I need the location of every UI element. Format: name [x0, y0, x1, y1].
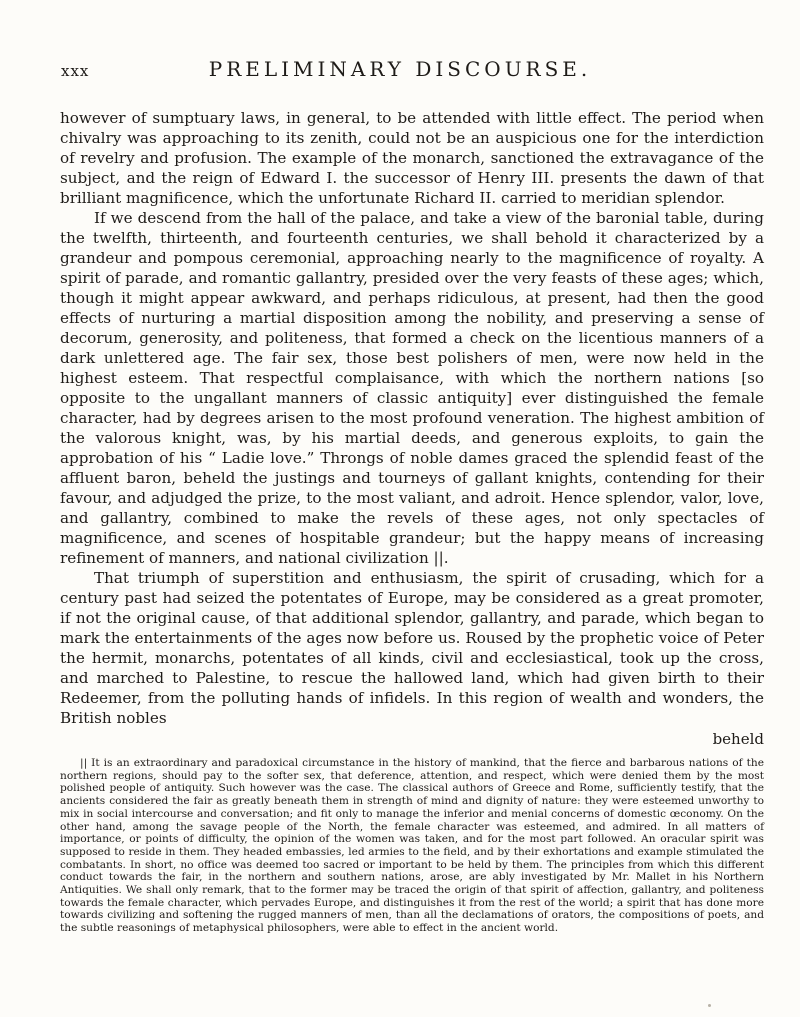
footnote — [60, 757, 764, 935]
footnote-paragraph — [60, 757, 764, 935]
main-text — [60, 108, 764, 728]
catchword: beheld — [712, 730, 764, 748]
paragraph-1: however of sumptuary laws, in general, to be attended with little effect. The period when chivalry was approaching to its zenith, could not be an auspicious one for the interdiction of revelry and profusion. The example of the monarch, sanctioned the extravagance of the subject, and the reign of Edward I. the successor of Henry III. presents the dawn of that brilliant magnificence, which the unfortunate Richard II. carried to meridian splendor. — [60, 109, 764, 207]
paragraph-2: If we descend from the hall of the palace, and take a view of the baronial table, during the twelfth, thirteenth, and fourteenth centuries, we shall behold it characterized by a grandeur and pompous ceremonial, approaching nearly to the magnificence of royalty. A spirit of parade, and romantic gallantry, presided over the very feasts of these ages; which, though it might appear awkward, and perhaps ridiculous, at present, had then the good effects of nurturing a martial disposition among the nobility, and preserving a sense of decorum, generosity, and politeness, that formed a check on the licentious manners of a dark unlettered age. The fair sex, those best polishers of men, were now held in the highest esteem. That respectful complaisance, with which the northern nations [so opposite to the ungallant manners of classic antiquity] ever distinguished the female character, had by degrees arisen to the most profound veneration. The highest ambition of the valorous knight, was, by his martial deeds, and generous exploits, to gain the approbation of his “ Ladie love.” Throngs of noble dames graced the splendid feast of the affluent baron, beheld the justings and tourneys of gallant knights, contending for their favour, and adjudged the prize, to the most valiant, and adroit. Hence splendor, valor, love, and gallantry, combined to make the revels of these ages, not only spectacles of magnificence, and scenes of hospitable grandeur; but the happy means of increasing refinement of manners, and national civilization ||. — [60, 209, 764, 567]
footnote-text: It is an extraordinary and paradoxical circumstance in the history of mankind, that the fierce and barbarous nations of the northern regions, should pay to the softer sex, that deference, attention, and respect, which were denied them by the most polished people of antiquity. Such however was the case. The classical authors of Greece and Rome, sufficiently testify, that the ancients considered the fair as greatly beneath them in strength of mind and dignity of nature: they were esteemed unworthy to mix in social intercourse and conversation; and fit only to manage the inferior and menial concerns of domestic œconomy. On the other hand, among the savage people of the North, the female character was esteemed, and admired. In all matters of importance, or points of difficulty, the opinion of the women was taken, and for the most part followed. An oracular spirit was supposed to reside in them. They headed embassies, led armies to the field, and by their exhortations and example stimulated the combatants. In short, no office was deemed too sacred or important to be held by them. The principles from which this different conduct towards the fair, in the northern and southern nations, arose, are ably investigated by Mr. Mallet in his Northern Antiquities. We shall only remark, that to the former may be traced the origin of that spirit of affection, gallantry, and politeness towards the female character, which pervades Europe, and distinguishes it from the rest of the world; a spirit that has done more towards civilizing and softening the rugged manners of men, than all the declamations of orators, the compositions of poets, and the subtle reasonings of metaphysical philosophers, were able to effect in the ancient world. — [60, 757, 764, 935]
footnote-mark: || — [80, 757, 88, 769]
page-number: xxx — [61, 62, 90, 80]
paragraph-3: That triumph of superstition and enthusiasm, the spirit of crusading, which for a century past had seized the potentates of Europe, may be considered as a great promoter, if not the original cause, of that additional splendor, gallantry, and parade, which began to mark the entertainments of the ages now before us. Roused by the prophetic voice of Peter the hermit, monarchs, potentates of all kinds, civil and ecclesiastical, took up the cross, and marched to Palestine, to rescue the hallowed land, which had given birth to their Redeemer, from the polluting hands of infidels. In this region of wealth and wonders, the British nobles — [60, 569, 764, 727]
running-title: PRELIMINARY DISCOURSE. — [208, 57, 592, 81]
ink-speck — [708, 1004, 711, 1007]
